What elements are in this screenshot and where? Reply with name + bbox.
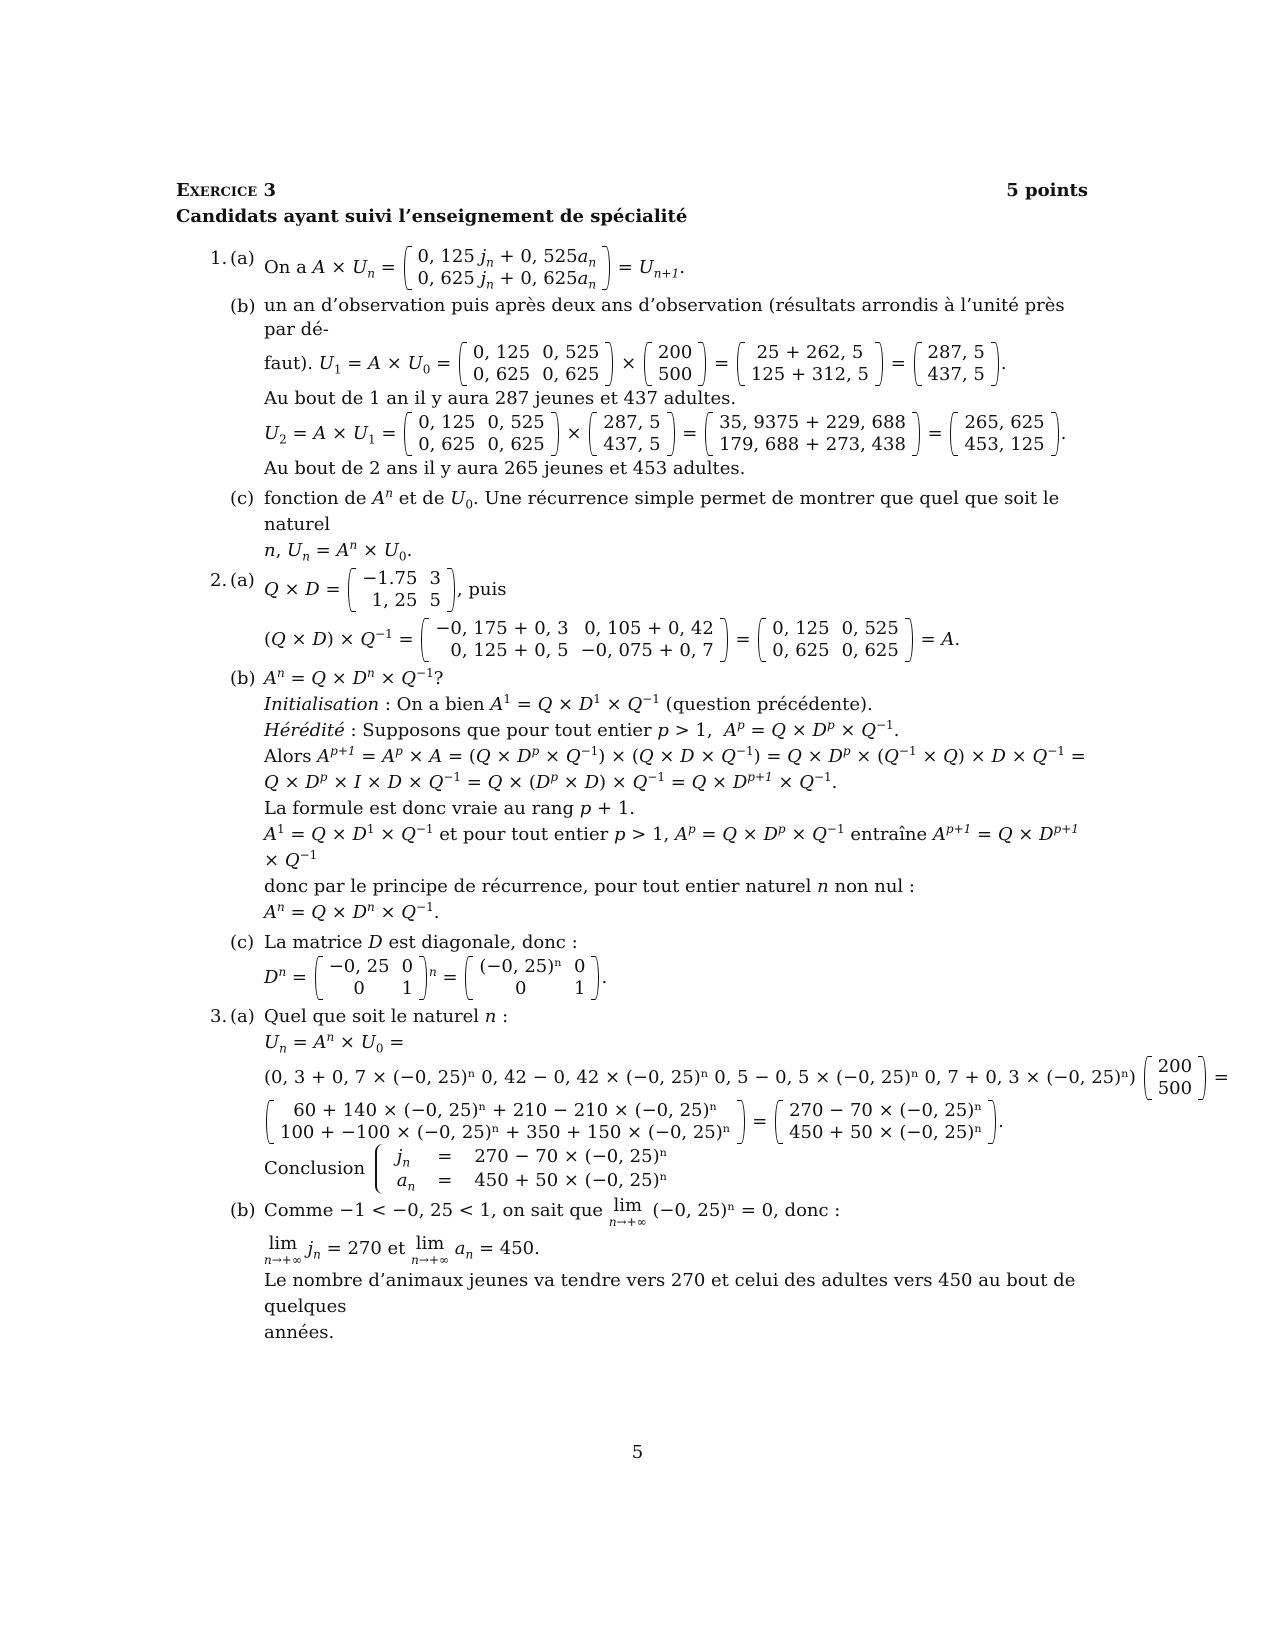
matrix-A-3: 0, 125 0, 525 0, 625 0, 625 — [758, 618, 913, 662]
vector-U1-2: 287, 5 437, 5 — [589, 412, 674, 456]
question-letter: (a) — [230, 248, 255, 269]
exercise-title: Exercice 3 — [176, 180, 276, 201]
vector-sum-2: 35, 9375 + 229, 688 179, 688 + 273, 438 — [705, 412, 920, 456]
q3b-final-2: années. — [264, 1322, 335, 1343]
question-2a: 2. (a) Q × D = −1.75 3 1, 25 5 , puis $(Q \times D) \times Q^{-1}$ = −0, 175 + 0, 3 0, 105 + 0, 42 0, 125 + 0, 5 −0, 075 + 0, 7 = 0, 125 0, 525 0, 625 0, 625 = A. — [210, 568, 961, 661]
exercise-subtitle: Candidats ayant suivi l’enseignement de spécialité — [176, 206, 688, 227]
matrix-Dn: (−0, 25)ⁿ 0 0 1 — [465, 956, 599, 1000]
exercise-points: 5 points — [1006, 180, 1088, 201]
question-number: 2. — [210, 570, 228, 591]
q1a-vector — [404, 246, 611, 290]
vector-sum-1: 25 + 262, 5 125 + 312, 5 — [737, 342, 883, 386]
question-1a: 1. (a) On a $A \times U_n$ = 0, 125 $j_n + 0$, $525a_n$ 0, 625 $j_n + 0$, $625a_n$ = $U_{n+1}$. — [210, 246, 685, 292]
vector-U0-2: 200 500 — [1144, 1056, 1206, 1100]
solution-body — [176, 246, 1229, 1350]
question-1b: (b) un an d’observation puis après deux ans d’observation (résultats arrondis à l’unité près par dé- faut). $U_1 = A \times U_0$ = 0, 125 0, 525 0, 625 0, 625 × 200 500 = 25 + 262, 5 125 + 312, 5 = 287, 5 437, 5 . Au bout de 1 an il y aura 287 jeunes et 437 adultes. $U_2 = A \times U_1$ = 0, 125 0, 525 0, 625 0, 625 × 287, 5 437, 5 = 35, 9375 + 229, 688 179, 688 + 273, 438 = 265, 625 453, 125 . Au bout de 2 ans il y aura 265 jeunes et 453 adultes. — [176, 294, 1088, 482]
question-letter: (b) — [230, 296, 256, 317]
vector-U1: 287, 5 437, 5 — [914, 342, 999, 386]
question-letter: (c) — [230, 488, 255, 509]
question-number: 1. — [210, 248, 228, 269]
q3a-row: (0, 3 + 0, 7 × (−0, 25)ⁿ 0, 42 − 0, 42 × (−0, 25)ⁿ 0, 5 − 0, 5 × (−0, 25)ⁿ 0, 7 + 0, 3 × (−0, 25)ⁿ) — [264, 1067, 1136, 1088]
vector-mid: 60 + 140 × (−0, 25)ⁿ + 210 − 210 × (−0, 25)ⁿ 100 + −100 × (−0, 25)ⁿ + 350 + 150 × (−0, 25)ⁿ — [266, 1100, 745, 1144]
q1a-vec-row1: 0, 125 $j_n + 0$, $525a_n$ — [417, 246, 597, 270]
matrix-A: 0, 125 0, 525 0, 625 0, 625 — [459, 342, 614, 386]
question-number: 3. — [210, 1006, 228, 1027]
question-2b: (b) $A^n = Q \times D^n \times Q^{-1}$? Initialisation : On a bien $A^1 = Q \times D^1 \times Q^{-1}$ (question précédente). Hérédité : Supposons que pour tout entier p > 1, $A^p = Q \times D^p \times Q^{-1}$. Alors $A^{p+1} = A^p \times A = (Q \times D^p \times Q^{-1}) \times (Q \times D \times Q^{-1}) = Q \times D^p \times (Q^{-1} \times Q) \times D \times Q^{-1}$ = $Q \times D^p \times I \times D \times Q^{-1} = Q \times (D^p \times D) \times Q^{-1} = Q \times D^{p+1} \times Q^{-1}$. La formule est donc vraie au rang p + 1. $A^1 = Q \times D^1 \times Q^{-1}$ et pour tout entier p > 1, $A^p = Q \times D^p \times Q^{-1}$ entraîne $A^{p+1} = Q \times D^{p+1} \times Q^{-1}$ donc par le principe de récurrence, pour tout entier naturel n non nul : $A^n = Q \times D^n \times Q^{-1}$. — [230, 666, 1086, 923]
vector-U2: 265, 625 453, 125 — [950, 412, 1058, 456]
vector-U0: 200 500 — [644, 342, 706, 386]
matrix-D: −0, 25 0 0 1 — [315, 956, 427, 1000]
q1b-intro2: faut). — [264, 353, 313, 374]
question-3b: (b) Comme −1 < −0, 25 < 1, on sait que lim n→+∞ (−0, 25)ⁿ = 0, donc : lim n→+∞ $j_n = 270$ et lim n→+∞ $a_n = 450$. Le nombre d’animaux jeunes va tendre vers 270 et celui des adultes vers 450 au bout de quelques années. — [176, 1198, 1088, 1346]
q3b-final: Le nombre d’animaux jeunes va tendre vers 270 et celui des adultes vers 450 au bout de quelques — [264, 1270, 1076, 1317]
question-letter: (a) — [230, 570, 255, 591]
question-letter: (a) — [230, 1006, 255, 1027]
question-letter: (c) — [230, 932, 255, 953]
q1a-vec-row2: 0, 625 $j_n + 0$, $625a_n$ — [417, 268, 597, 292]
q1b-conclusion-2: Au bout de 2 ans il y aura 265 jeunes et 453 adultes. — [264, 458, 746, 479]
question-letter: (b) — [230, 1200, 256, 1221]
exercise-header — [176, 178, 1088, 230]
matrix-product: −0, 175 + 0, 3 0, 105 + 0, 42 0, 125 + 0, 5 −0, 075 + 0, 7 — [421, 618, 727, 662]
matrix-QD: −1.75 3 1, 25 5 — [348, 568, 455, 612]
matrix-A-2: 0, 125 0, 525 0, 625 0, 625 — [404, 412, 559, 456]
question-letter: (b) — [230, 668, 256, 689]
page-number: 5 — [631, 1442, 644, 1463]
vector-result: 270 − 70 × (−0, 25)ⁿ 450 + 50 × (−0, 25)ⁿ — [775, 1100, 996, 1144]
question-3a: 3. (a) Quel que soit le naturel n : $U_n = A^n \times U_0$ = (0, 3 + 0, 7 × (−0, 25)ⁿ 0, 42 − 0, 42 × (−0, 25)ⁿ 0, 5 − 0, 5 × (−0, 25)ⁿ 0, 7 + 0, 3 × (−0, 25)ⁿ) 200 500 = 60 + 140 × (−0, 25)ⁿ + 210 − 210 × (−0, 25)ⁿ 100 + −100 × (−0, 25)ⁿ + 350 + 150 × (−0, 25)ⁿ = 270 − 70 × (−0, 25)ⁿ 450 + 50 × (−0, 25)ⁿ . Conclusion $j_n$ = 270 − 70 × (−0, 25)ⁿ $a_n$ = 450 + 50 × (−0, 25)ⁿ — [210, 1006, 1229, 1194]
q1b-conclusion-1: Au bout de 1 an il y aura 287 jeunes et 437 adultes. — [264, 388, 737, 409]
q1a-text: On a $A \times U_n$ = — [264, 257, 396, 281]
question-1c: (c) fonction de $A^n$ et de $U_0$. Une récurrence simple permet de montrer que quel que soit le naturel n, $U_n = A^n \times U_0$. — [230, 486, 1060, 564]
conclusion-system: $j_n$ = 270 − 70 × (−0, 25)ⁿ $a_n$ = 450 + 50 × (−0, 25)ⁿ — [375, 1144, 680, 1194]
question-2c: (c) La matrice D est diagonale, donc : $D^n$ = −0, 25 0 0 1 $^n$ = (−0, 25)ⁿ 0 0 1 . — [230, 932, 608, 999]
q1b-intro: un an d’observation puis après deux ans d’observation (résultats arrondis à l’unité près par dé- — [264, 295, 1065, 340]
